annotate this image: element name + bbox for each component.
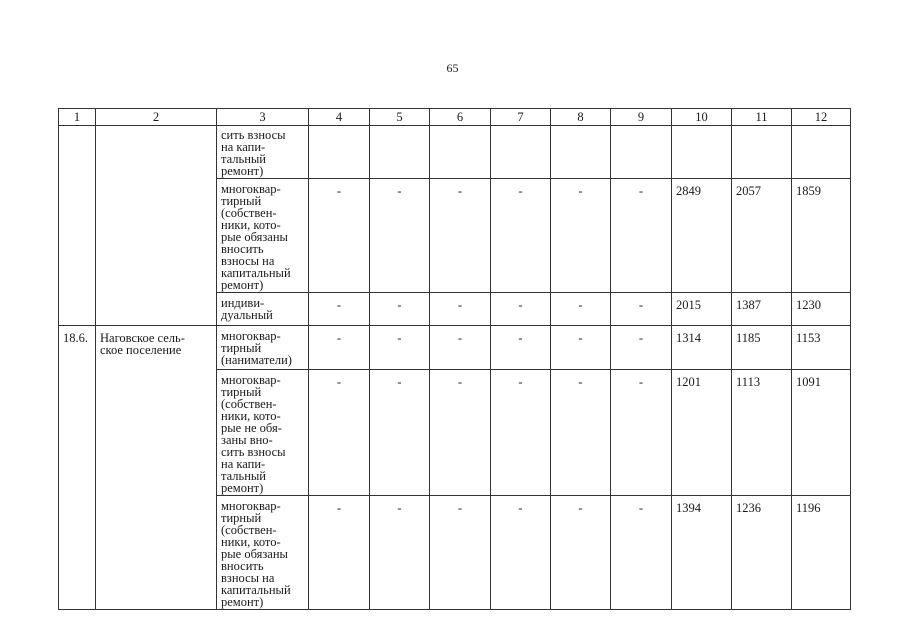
value-cell: - [551,370,611,496]
value-cell: - [309,496,370,610]
value-cell: - [370,496,430,610]
tariff-table [58,108,851,610]
value-cell: - [430,179,491,293]
housing-type-cell: многоквар- тирный (собствен- ники, кото- рые обязаны вносить взносы на капитальный ремонт) [217,179,309,293]
column-header: 5 [370,109,430,126]
housing-type-cell: сить взносы на капи- тальный ремонт) [217,126,309,179]
value-cell: - [309,370,370,496]
value-cell: - [370,370,430,496]
value-cell: - [430,370,491,496]
value-cell: 2015 [672,293,732,326]
value-cell: - [430,496,491,610]
value-cell [792,126,851,179]
value-cell: - [370,179,430,293]
value-cell: - [491,293,551,326]
value-cell: - [551,496,611,610]
housing-type-cell: многоквар- тирный (собствен- ники, кото- рые не обя- заны вно- сить взносы на капи- тальный ремонт) [217,370,309,496]
value-cell [611,126,672,179]
value-cell: - [309,293,370,326]
value-cell: - [491,496,551,610]
column-header: 9 [611,109,672,126]
value-cell: 2849 [672,179,732,293]
value-cell [551,126,611,179]
housing-type-cell: многоквар- тирный (собствен- ники, кото- рые обязаны вносить взносы на капитальный ремонт) [217,496,309,610]
value-cell: 1859 [792,179,851,293]
value-cell: - [430,293,491,326]
column-header: 2 [96,109,217,126]
value-cell: - [370,293,430,326]
settlement-cell [96,126,217,326]
value-cell: 1196 [792,496,851,610]
value-cell: - [611,293,672,326]
value-cell: - [611,326,672,370]
value-cell: - [611,179,672,293]
page-number: 65 [446,61,459,75]
value-cell [732,126,792,179]
settlement-cell: Наговское сель- ское поселение [96,326,217,610]
value-cell: - [551,179,611,293]
housing-type-cell: индиви- дуальный [217,293,309,326]
value-cell: - [309,326,370,370]
value-cell: 2057 [732,179,792,293]
column-header: 10 [672,109,732,126]
value-cell: 1314 [672,326,732,370]
table-header-row [59,109,851,126]
value-cell: - [611,496,672,610]
value-cell: 1394 [672,496,732,610]
value-cell: 1201 [672,370,732,496]
column-header: 4 [309,109,370,126]
row-number-cell: 18.6. [59,326,96,610]
value-cell [672,126,732,179]
column-header: 6 [430,109,491,126]
value-cell: - [491,179,551,293]
value-cell: 1236 [732,496,792,610]
value-cell [491,126,551,179]
value-cell: - [551,326,611,370]
value-cell: - [491,326,551,370]
value-cell [430,126,491,179]
table-row [59,126,851,179]
value-cell: - [611,370,672,496]
column-header: 7 [491,109,551,126]
value-cell: 1387 [732,293,792,326]
value-cell: - [430,326,491,370]
value-cell: 1113 [732,370,792,496]
column-header: 3 [217,109,309,126]
column-header: 8 [551,109,611,126]
value-cell [370,126,430,179]
value-cell: - [551,293,611,326]
value-cell: 1153 [792,326,851,370]
value-cell [309,126,370,179]
value-cell: 1091 [792,370,851,496]
value-cell: 1185 [732,326,792,370]
value-cell: - [309,179,370,293]
column-header: 12 [792,109,851,126]
value-cell: 1230 [792,293,851,326]
column-header: 1 [59,109,96,126]
value-cell: - [491,370,551,496]
column-header: 11 [732,109,792,126]
table-row [59,326,851,370]
row-number-cell [59,126,96,326]
housing-type-cell: многоквар- тирный (наниматели) [217,326,309,370]
value-cell: - [370,326,430,370]
